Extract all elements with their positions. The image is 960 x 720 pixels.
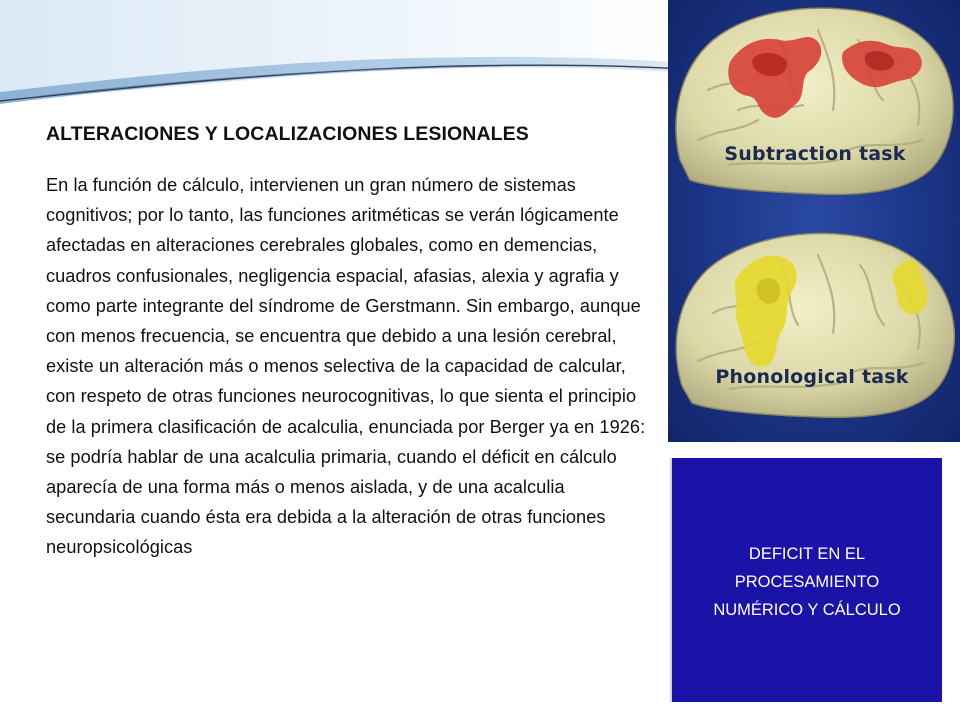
brain-image-phonological bbox=[668, 221, 960, 442]
text-content bbox=[46, 120, 658, 563]
brain-figure-panel bbox=[668, 0, 960, 442]
slide-heading: ALTERACIONES Y LOCALIZACIONES LESIONALES bbox=[46, 123, 529, 145]
right-margin bbox=[942, 458, 960, 720]
deficit-line-2: PROCESAMIENTO bbox=[734, 573, 880, 591]
brain-image-subtraction bbox=[668, 0, 960, 221]
caption-subtraction-task: Subtraction task bbox=[724, 143, 906, 165]
decorative-banner bbox=[0, 0, 700, 115]
caption-phonological-task: Phonological task bbox=[715, 366, 909, 388]
deficit-callout-text bbox=[687, 540, 927, 624]
deficit-line-3: NUMÉRICO Y CÁLCULO bbox=[713, 601, 901, 619]
right-column bbox=[668, 0, 960, 720]
panel-gap bbox=[668, 442, 960, 458]
deficit-callout-box bbox=[670, 458, 942, 702]
deficit-line-1: DEFICIT EN EL bbox=[748, 545, 866, 563]
body-paragraph: En la función de cálculo, intervienen un gran número de sistemas cognitivos; por lo tanto, las funciones aritméticas se verán lógicamente afectadas en alteraciones cerebrales globales, como en demencias, cuadros confusionales, negligencia espacial, afasias, alexia y agrafia y como parte integrante del síndrome de Gerstmann. Sin embargo, aunque con menos frecuencia, se encuentra que debido a una lesión cerebral, existe un alteración más o menos selectiva de la capacidad de calcular, con respeto de otras funciones neurocognitivas, lo que sienta el principio de la primera clasificación de acalculia, enunciada por Berger ya en 1926: se podría hablar de una acalculia primaria, cuando el déficit en cálculo aparecía de una forma más o menos aislada, y de una acalculia secundaria cuando ésta era debida a la alteración de otras funciones neuropsicológicas bbox=[46, 175, 646, 558]
